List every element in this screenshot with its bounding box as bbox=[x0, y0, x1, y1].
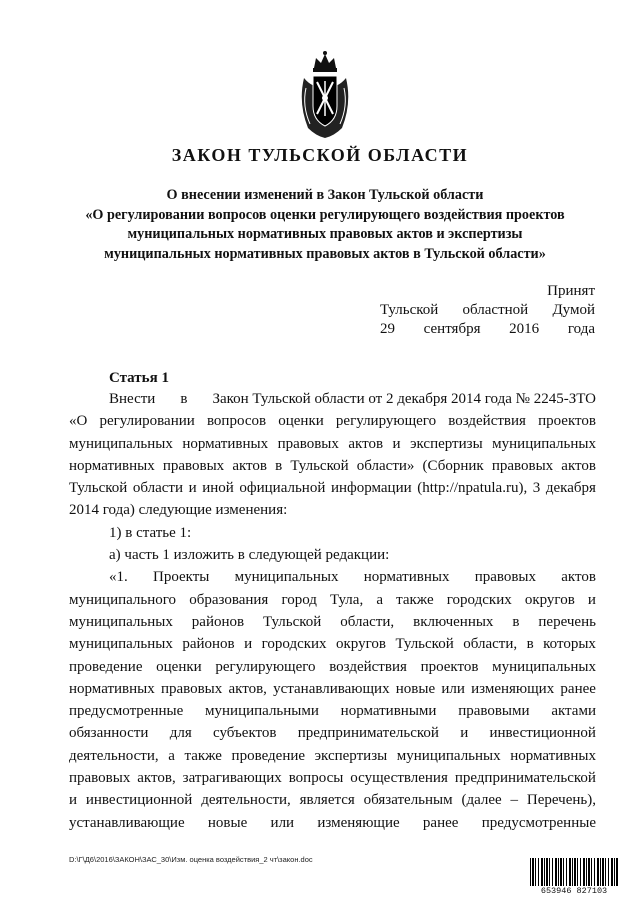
body-word: иной bbox=[202, 480, 234, 497]
body-word: актов, bbox=[228, 680, 267, 697]
body-line bbox=[69, 633, 596, 655]
adoption-word: областной bbox=[462, 302, 529, 318]
body-word: воздействия bbox=[448, 413, 526, 430]
body-line bbox=[69, 722, 596, 744]
body-word: также bbox=[184, 747, 222, 764]
body-word: Тульской bbox=[290, 457, 349, 474]
body-word: (http://npatula.ru), bbox=[417, 480, 528, 497]
body-word: или bbox=[270, 814, 295, 831]
body-word: обязанности bbox=[69, 725, 149, 742]
body-line bbox=[69, 544, 596, 566]
body-word: актов bbox=[232, 457, 267, 474]
body-word: Закон Тульской области от 2 декабря 2014 года № 2245-ЗТО bbox=[212, 391, 596, 407]
body-word: проектов bbox=[420, 658, 479, 675]
body-word: а) часть 1 изложить в следующей редакции: bbox=[109, 547, 390, 564]
body-word: муниципальных bbox=[396, 747, 501, 764]
body-word: проектов bbox=[538, 413, 596, 430]
body-word: осуществления bbox=[350, 770, 448, 787]
body-word: образования bbox=[189, 591, 269, 608]
subtitle-line: «О регулировании вопросов оценки регулирующего воздействия проектов bbox=[85, 206, 565, 223]
body-word: оценки bbox=[156, 658, 202, 675]
body-word: регулировании bbox=[99, 413, 195, 430]
body-word: нормативных bbox=[510, 747, 596, 764]
body-word: (далее bbox=[461, 792, 502, 809]
body-word: районов bbox=[182, 636, 235, 653]
body-word: а bbox=[168, 747, 175, 764]
body-word: которых bbox=[543, 636, 596, 653]
body-line bbox=[69, 589, 596, 611]
file-path-footer: D:\Г\Д6\2016\ЗАКОН\ЗАС_30\Изм. оценка воздействия_2 чт\закон.doc bbox=[69, 855, 313, 864]
body-word: актов bbox=[561, 569, 596, 586]
body-word: проведение bbox=[231, 747, 306, 764]
body-word: также bbox=[396, 591, 434, 608]
body-word: муниципальных bbox=[69, 613, 173, 630]
body-word: Тульской bbox=[69, 480, 128, 497]
body-line bbox=[69, 812, 596, 834]
body-word: округов bbox=[336, 636, 386, 653]
body-word: и bbox=[392, 435, 401, 452]
body-word: городских bbox=[446, 591, 512, 608]
body-word: в bbox=[180, 391, 188, 407]
document-title: ЗАКОН ТУЛЬСКОЙ ОБЛАСТИ bbox=[171, 145, 469, 165]
body-word: муниципальных bbox=[69, 636, 173, 653]
body-word: области, bbox=[340, 613, 395, 630]
body-line bbox=[69, 700, 596, 722]
body-word: и bbox=[244, 636, 253, 653]
adoption-word: Тульской bbox=[380, 302, 439, 318]
adoption-duma bbox=[380, 301, 595, 320]
body-word: инвестиционной bbox=[489, 725, 596, 742]
body-word: «1. bbox=[109, 569, 128, 586]
adoption-accepted: Принят bbox=[547, 283, 595, 299]
body-word: а bbox=[376, 591, 383, 608]
body-word: городских bbox=[261, 636, 327, 653]
body-word: муниципальных bbox=[234, 569, 339, 586]
body-word: инвестиционной bbox=[85, 792, 193, 809]
body-word: и bbox=[188, 480, 197, 497]
body-line bbox=[69, 656, 596, 678]
body-word: вопросы bbox=[288, 770, 344, 787]
body-word: (Сборник bbox=[422, 457, 484, 474]
body-word: в bbox=[526, 636, 534, 653]
body-word: деятельности, bbox=[201, 792, 291, 809]
body-word: предпринимательской bbox=[297, 725, 439, 742]
body-word: декабря bbox=[545, 480, 596, 497]
body-word: актов, bbox=[137, 770, 176, 787]
body-word: правовых bbox=[162, 457, 225, 474]
body-line bbox=[69, 611, 596, 633]
body-word: предусмотренные bbox=[69, 703, 184, 720]
body-word: муниципальных bbox=[492, 435, 596, 452]
body-word: Внести bbox=[109, 391, 156, 407]
barcode-number: 653946 827103 bbox=[540, 886, 608, 896]
body-word: город bbox=[281, 591, 317, 608]
barcode bbox=[530, 858, 618, 896]
body-word: обязательным bbox=[363, 792, 453, 809]
body-word: правовых bbox=[277, 435, 339, 452]
body-word: включенных bbox=[413, 613, 494, 630]
body-word: воздействия bbox=[329, 658, 407, 675]
body-word: нормативных bbox=[363, 569, 450, 586]
body-word: Перечень), bbox=[526, 792, 596, 809]
body-word: ранее bbox=[560, 680, 596, 697]
body-word: муниципальными bbox=[205, 703, 319, 720]
body-word: правовых bbox=[160, 680, 223, 697]
body-word: правовых bbox=[491, 457, 554, 474]
body-word: 1) в статье 1: bbox=[109, 524, 192, 541]
body-word: для bbox=[169, 725, 192, 742]
body-word: 2014 года) следующие изменения: bbox=[69, 502, 288, 519]
body-word: устанавливающие bbox=[69, 814, 185, 831]
body-word: изменяющих bbox=[471, 680, 555, 697]
body-word: «О bbox=[69, 413, 88, 430]
body-word: и bbox=[460, 725, 469, 742]
body-word: – bbox=[510, 792, 519, 809]
body-word: Тула, bbox=[330, 591, 364, 608]
body-word: правовых bbox=[69, 770, 131, 787]
body-word: проведение bbox=[69, 658, 143, 675]
body-word: оценки bbox=[278, 413, 324, 430]
body-word: нормативными bbox=[340, 703, 437, 720]
subtitle-line: О внесении изменений в Закон Тульской области bbox=[166, 187, 484, 203]
body-word: актов bbox=[561, 457, 596, 474]
body-word: ранее bbox=[422, 814, 459, 831]
body-word: и bbox=[587, 591, 596, 608]
coat-of-arms-emblem bbox=[296, 48, 354, 140]
body-word: правовых bbox=[474, 569, 537, 586]
body-word: Тульской bbox=[395, 636, 454, 653]
body-word: муниципального bbox=[69, 591, 177, 608]
body-word: или bbox=[441, 680, 465, 697]
adoption-word: Думой bbox=[552, 302, 595, 318]
body-word: является bbox=[299, 792, 355, 809]
subtitle-line: муниципальных нормативных правовых актов в Тульской области» bbox=[104, 245, 546, 262]
body-word: Проекты bbox=[152, 569, 210, 586]
body-word: нормативных bbox=[69, 457, 155, 474]
body-word: субъектов bbox=[213, 725, 277, 742]
adoption-block bbox=[380, 282, 595, 339]
document-subtitle bbox=[40, 186, 610, 264]
body-word: правовыми bbox=[458, 703, 530, 720]
body-word: в bbox=[275, 457, 283, 474]
body-word: 3 bbox=[532, 480, 541, 497]
body-line bbox=[69, 789, 596, 811]
body-word: актов bbox=[348, 435, 384, 452]
body-word: регулирующего bbox=[335, 413, 437, 430]
body-word: нормативных bbox=[182, 435, 269, 452]
body-word: нормативных bbox=[69, 680, 155, 697]
body-word: регулирующего bbox=[215, 658, 316, 675]
body-line bbox=[69, 566, 596, 588]
body-word: муниципальных bbox=[69, 435, 173, 452]
body-word: предпринимательской bbox=[454, 770, 596, 787]
barcode-bars bbox=[530, 858, 618, 886]
body-line bbox=[69, 388, 596, 410]
body-word: устанавливающих bbox=[273, 680, 390, 697]
body-word: экспертизы bbox=[314, 747, 388, 764]
body-word: изменяющие bbox=[317, 814, 400, 831]
body-word: перечень bbox=[538, 613, 596, 630]
body-word: информации bbox=[330, 480, 412, 497]
body-word: новые bbox=[395, 680, 436, 697]
body-word: затрагивающих bbox=[182, 770, 282, 787]
body-line bbox=[69, 455, 596, 477]
adoption-date bbox=[380, 320, 595, 339]
body-word: районов bbox=[191, 613, 245, 630]
body-word: Тульской bbox=[263, 613, 322, 630]
adoption-word: года bbox=[567, 321, 595, 337]
body-word: округов bbox=[524, 591, 575, 608]
article-heading: Статья 1 bbox=[109, 370, 169, 386]
body-word: деятельности, bbox=[69, 747, 159, 764]
body-word: экспертизы bbox=[410, 435, 483, 452]
body-line bbox=[69, 477, 596, 499]
body-line bbox=[69, 767, 596, 789]
body-word: области bbox=[132, 480, 184, 497]
subtitle-line: муниципальных нормативных правовых актов и экспертизы bbox=[127, 226, 523, 242]
body-word: области» bbox=[356, 457, 415, 474]
adoption-word: 29 bbox=[380, 321, 395, 337]
body-word: в bbox=[512, 613, 520, 630]
body-line bbox=[69, 410, 596, 432]
body-line bbox=[69, 433, 596, 455]
body-word: новые bbox=[207, 814, 248, 831]
body-line bbox=[69, 678, 596, 700]
adoption-word: сентября bbox=[423, 321, 481, 337]
body-word: и bbox=[69, 792, 78, 809]
body-line bbox=[69, 745, 596, 767]
body-line bbox=[69, 522, 596, 544]
body-word: вопросов bbox=[206, 413, 267, 430]
body-line bbox=[69, 499, 596, 521]
body-word: предусмотренные bbox=[481, 814, 596, 831]
body-word: официальной bbox=[239, 480, 326, 497]
adoption-word: 2016 bbox=[509, 321, 540, 337]
body-word: области, bbox=[463, 636, 518, 653]
article-body bbox=[69, 388, 596, 834]
body-word: муниципальных bbox=[492, 658, 596, 675]
body-word: актами bbox=[551, 703, 596, 720]
